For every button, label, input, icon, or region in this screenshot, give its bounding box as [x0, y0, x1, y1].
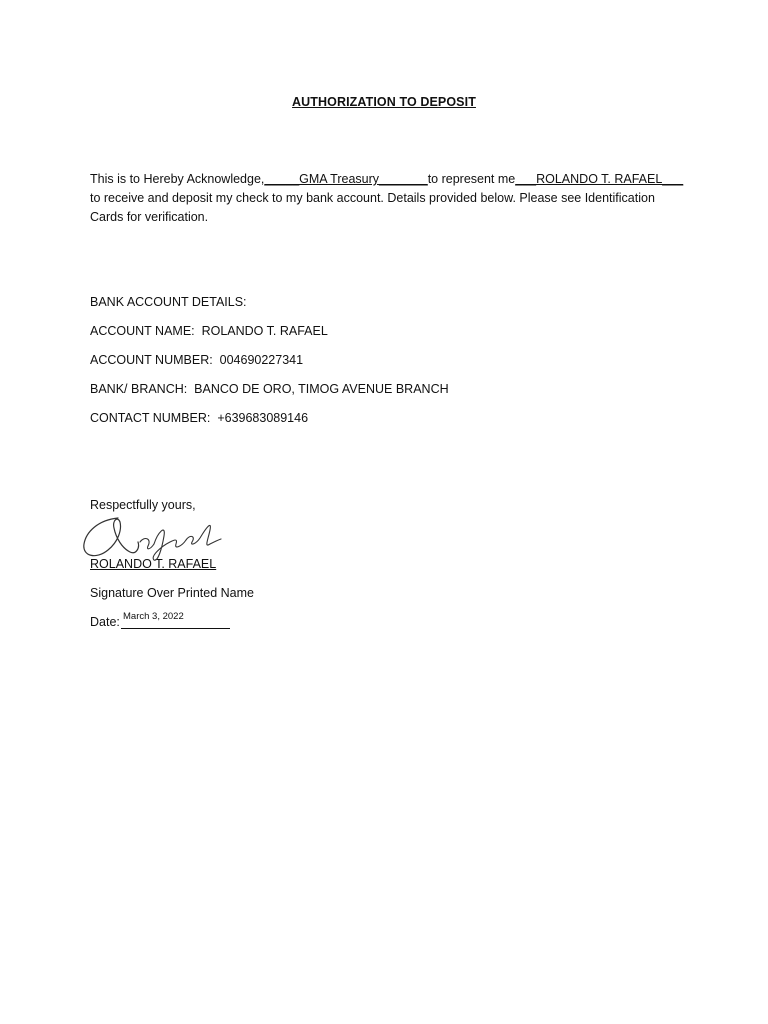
signature-caption: Signature Over Printed Name [90, 586, 254, 600]
bank-branch: BANK/ BRANCH: BANCO DE ORO, TIMOG AVENUE BRANCH [90, 382, 449, 396]
date-label: Date: [90, 615, 120, 629]
intro-middle: to represent me [427, 172, 516, 186]
printed-name: ROLANDO T. RAFAEL [90, 557, 217, 571]
representative-blank: _____GMA Treasury_______ [264, 172, 428, 186]
signature-image [78, 510, 223, 566]
account-number: ACCOUNT NUMBER: 004690227341 [90, 353, 304, 367]
contact-number: CONTACT NUMBER: +639683089146 [90, 411, 309, 425]
intro-line-3: Cards for verification. [90, 210, 209, 224]
intro-prefix: This is to Hereby Acknowledge, [90, 172, 265, 186]
intro-line-1 [90, 170, 684, 189]
principal-blank: ___ROLANDO T. RAFAEL___ [515, 172, 684, 186]
closing-salutation: Respectfully yours, [90, 498, 196, 512]
account-name: ACCOUNT NAME: ROLANDO T. RAFAEL [90, 324, 328, 338]
intro-paragraph [90, 170, 684, 227]
date-underline [121, 628, 230, 629]
bank-details-heading: BANK ACCOUNT DETAILS: [90, 295, 247, 309]
document-title: AUTHORIZATION TO DEPOSIT [292, 95, 476, 109]
intro-line-2: to receive and deposit my check to my bank account. Details provided below. Please see Identification [90, 191, 655, 205]
date-value: March 3, 2022 [123, 611, 184, 622]
